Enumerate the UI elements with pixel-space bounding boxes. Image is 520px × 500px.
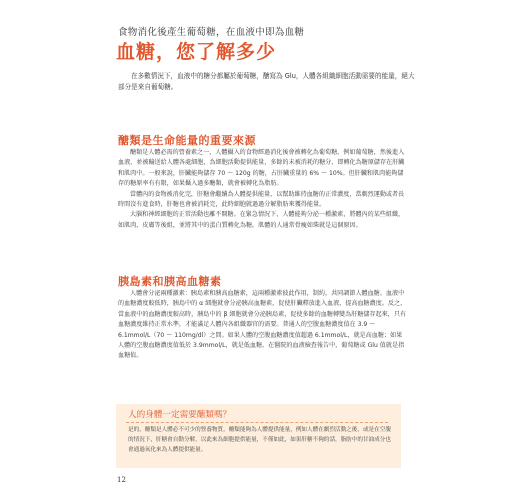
page-kicker: 食物消化後產生葡萄糖，在血液中即為血糖 <box>118 27 305 38</box>
sidebar-note-box <box>116 404 401 468</box>
note-body: 是的，醣類是人體必不可少的營養物質，醣類能夠為人體提供能量，例如人體在劇烈活動之後，或是在空腹的情況下，肝糖會自動分解，以此來為細胞提供能量，不僅如此，如果肝糖不夠的話，脂肪中的甘油成分也會通過氧化來為人體提供能量。 <box>128 427 391 453</box>
paragraph: 當體內的食物被消化完，肝糖會繼續為人體提供能量，以幫助維持血糖的正常濃度，當劇烈運動或者長時間沒有進食時，肝糖也會被消耗完，此時細胞就過過分解脂肪來獲得能量。 <box>118 190 405 209</box>
paragraph: 醣類是人體必需的營養素之一，人體攝入的食物經過消化後會被轉化為葡萄糖，例如葡萄糖，然後進入血液，並被輸送給人體各處細胞，為細胞活動提供能量，多餘的未被消耗的糖分，即轉化為糖原儲存在肝臟和肌肉中。一般來說，肝臟能夠儲存 70 ～ 120g 的糖，占肝臟重量的 6% ～ 10%。但肝臟和肌肉能夠儲存的糖原率有有限，如果攝入過多醣類，就會被轉化為脂肪。 <box>118 149 405 188</box>
paragraph: 大腦和神經細胞的正常活動也離不開糖。在緊急情況下，人體能夠分泌一種激素，將體內的某些組織，如肌肉、皮膚等後組，並將其中的蛋白質轉化為糖。肌體的人通常骨瘦如柴就是這個原因。 <box>118 211 405 229</box>
section-body-carbs <box>118 148 408 231</box>
section-body-insulin <box>118 289 408 362</box>
section-heading-insulin: 胰島素和胰高血糖素 <box>118 275 222 288</box>
note-title: 人的身體一定需要醣類嗎？ <box>128 410 232 420</box>
page-title: 血糖，您了解多少 <box>116 41 277 63</box>
intro-text <box>118 71 418 93</box>
paragraph: 人體會分泌兩種激素：胰島素和胰高血糖素，這兩種激素彼此作用，制約，共同調節人體血糖。血液中的血糖濃度較低時，胰島中的 α 細胞就會分泌胰高血糖素，促使肝臟釋放進入血液，提高血糖濃度。反之，當血液中的血糖濃度較高時，胰島中的 β 細胞就會分泌胰島素，促使多餘的血糖轉變為肝糖儲存起來，只有血糖濃度維持正常水準，才能滿足人體內各組織器官的需要。普通人的空腹血糖濃度值在 3.9 ～ 6.1mmol/L（70 ～ 110mg/dl）之間。如果人體的空腹血糖濃度值超過 6.1mmol/L，就是高血糖；如果人體的空腹血糖濃度值低於 3.9mmol/L，就是低血糖。在醫院的血液檢查報告中，葡萄糖或 Glu 值就是指血糖值。 <box>118 290 407 360</box>
section-heading-carbs: 醣類是生命能量的重要來源 <box>118 134 256 147</box>
intro-paragraph: 在多數情況下，血液中的糖分都屬於葡萄糖，醣寫為 Glu，人體各組織細胞活動需要的能量，絕大部分是來自葡萄糖。 <box>118 72 415 91</box>
note-divider <box>126 422 388 423</box>
page-number: 12 <box>117 476 126 484</box>
